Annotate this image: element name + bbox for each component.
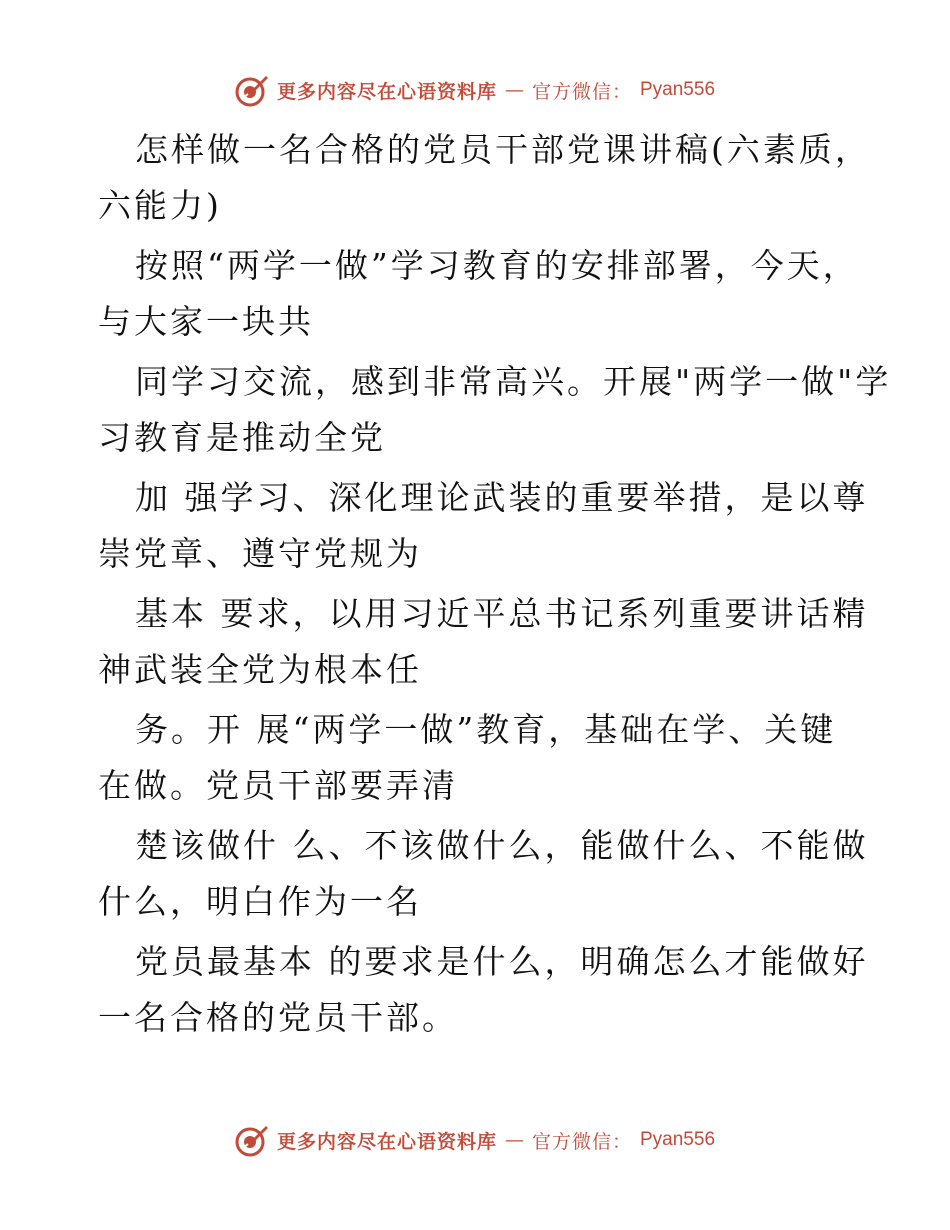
paragraph [98, 354, 892, 466]
paragraph-line: 神武装全党为根本任 [98, 650, 422, 689]
paragraph-title [98, 122, 871, 234]
banner-main-text: 更多内容尽在心语资料库 [276, 1130, 497, 1153]
banner-main-text: 更多内容尽在心语资料库 [276, 80, 497, 103]
paragraph-line: 加 强学习、深化理论武装的重要举措，是以尊 [135, 478, 869, 517]
banner-separator: — [504, 79, 524, 101]
paragraph [98, 586, 869, 698]
banner-sub-text: 官方微信： [531, 1130, 632, 1153]
document-body [98, 122, 892, 1050]
quill-pen-logo-icon [235, 1123, 269, 1157]
paragraph [98, 238, 858, 350]
paragraph [98, 702, 858, 814]
header-banner [0, 70, 950, 110]
banner-separator: — [504, 1129, 524, 1151]
paragraph-line: 基本 要求，以用习近平总书记系列重要讲话精 [135, 594, 869, 633]
banner-wechat-id: Pyan556 [640, 1129, 716, 1150]
quill-pen-logo-icon [235, 73, 269, 107]
paragraph-line: 同学习交流，感到非常高兴。开展"两学一做"学 [135, 362, 892, 401]
banner-wechat-id: Pyan556 [640, 79, 716, 100]
paragraph-line: 在做。党员干部要弄清 [98, 766, 458, 805]
paragraph [98, 818, 869, 930]
paragraph-line: 按照“两学一做”学习教育的安排部署，今天， [135, 246, 859, 285]
paragraph [98, 470, 869, 582]
paragraph-line: 与大家一块共 [98, 302, 314, 341]
paragraph-line: 什么，明白作为一名 [98, 882, 422, 921]
paragraph-line: 六能力) [98, 186, 222, 225]
paragraph-line: 楚该做什 么、不该做什么，能做什么、不能做 [135, 826, 869, 865]
paragraph [98, 934, 869, 1046]
paragraph-line: 崇党章、遵守党规为 [98, 534, 422, 573]
paragraph-line: 习教育是推动全党 [98, 418, 386, 457]
paragraph-line: 怎样做一名合格的党员干部党课讲稿(六素质， [135, 130, 871, 169]
footer-banner [0, 1120, 950, 1160]
banner-sub-text: 官方微信： [531, 80, 632, 103]
paragraph-line: 务。开 展“两学一做”教育，基础在学、关键 [135, 710, 837, 749]
paragraph-line: 一名合格的党员干部。 [98, 998, 458, 1037]
paragraph-line: 党员最基本 的要求是什么，明确怎么才能做好 [135, 942, 869, 981]
